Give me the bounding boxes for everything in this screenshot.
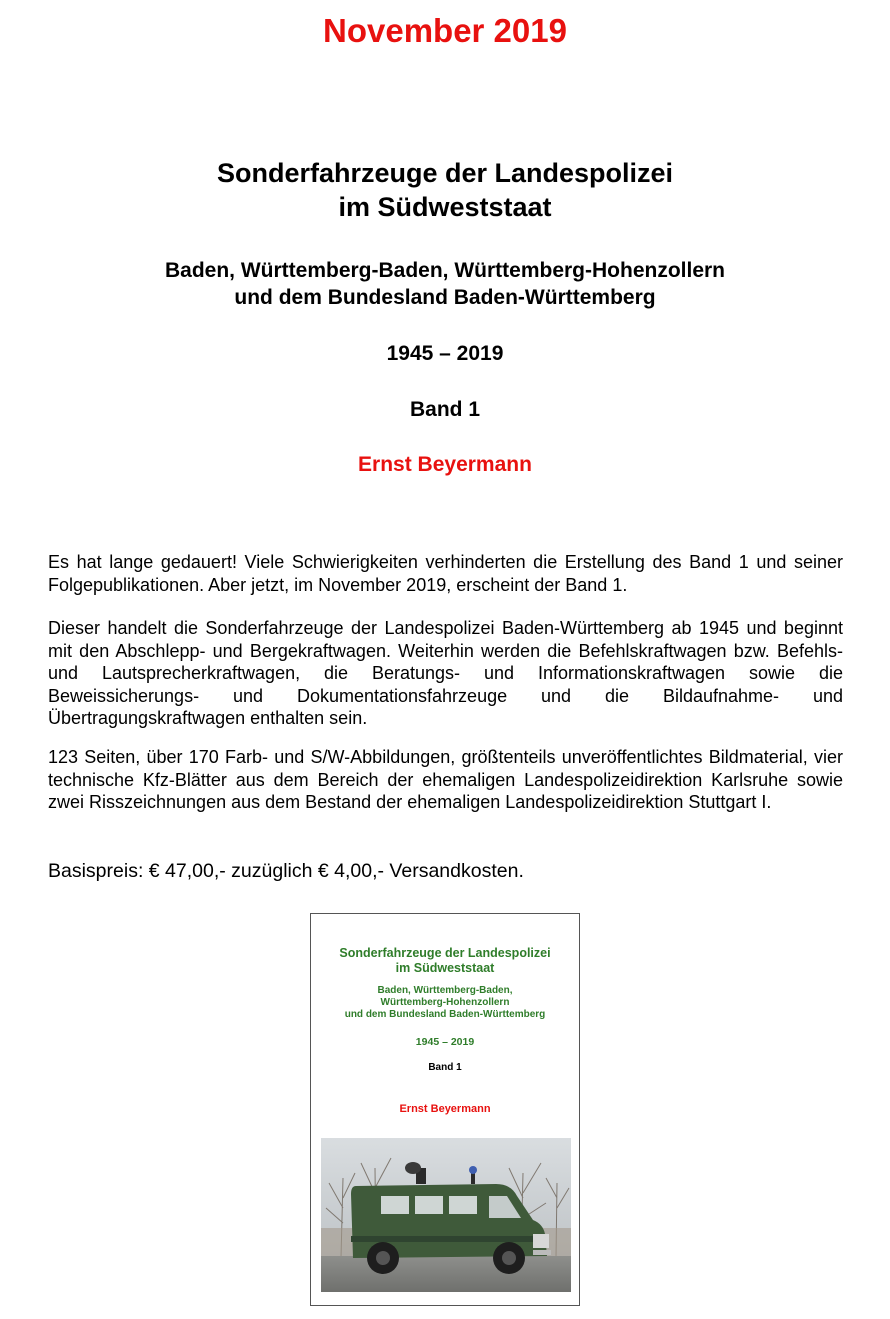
price-text: Basispreis: € 47,00,- zuzüglich € 4,00,- Versandkosten. <box>48 860 524 882</box>
cover-photo <box>321 1138 571 1292</box>
cover-author: Ernst Beyermann <box>399 1103 491 1115</box>
book-volume: Band 1 <box>409 398 480 421</box>
cover-subtitle <box>311 985 579 1021</box>
book-subtitle-line2: und dem Bundesland Baden-Württemberg <box>234 286 656 309</box>
police-van-photo <box>321 1138 571 1292</box>
content-paragraph: Dieser handelt die Sonderfahrzeuge der Landespolizei Baden-Württemberg ab 1945 und beginnt mit den Abschlepp- und Bergekraftwagen. Weiterhin werden die Befehlskraftwagen bzw. Befehls- und Lautsprecherkraftwagen, die Beratungs- und Informationskraftwagen sowie die Beweissicherungs- und Dokumentationsfahrzeuge und die Bildaufnahme- und Übertragungskraftwagen enthalten sein. <box>48 618 843 728</box>
book-subtitle-line1: Baden, Württemberg-Baden, Württemberg-Hohenzollern <box>164 259 726 282</box>
book-years: 1945 – 2019 <box>386 342 504 365</box>
book-title <box>0 156 890 224</box>
cover-subtitle-line1: Baden, Württemberg-Baden, <box>377 985 513 996</box>
cover-title-line2: im Südweststaat <box>395 961 495 975</box>
book-author: Ernst Beyermann <box>358 453 532 476</box>
book-title-line1: Sonderfahrzeuge der Landespolizei <box>216 158 674 188</box>
cover-volume: Band 1 <box>428 1062 462 1073</box>
cover-title <box>311 946 579 976</box>
book-subtitle <box>0 257 890 311</box>
cover-subtitle-line3: und dem Bundesland Baden-Württemberg <box>344 1009 546 1020</box>
page-month-heading: November 2019 <box>323 12 567 49</box>
book-cover-image <box>310 913 580 1306</box>
cover-subtitle-line2: Württemberg-Hohenzollern <box>380 997 510 1008</box>
cover-years: 1945 – 2019 <box>415 1036 475 1048</box>
intro-paragraph: Es hat lange gedauert! Viele Schwierigkeiten verhinderten die Erstellung des Band 1 und seiner Folgepublikationen. Aber jetzt, im November 2019, erscheint der Band 1. <box>48 552 843 595</box>
details-paragraph: 123 Seiten, über 170 Farb- und S/W-Abbildungen, größtenteils unveröffentlichtes Bildmaterial, vier technische Kfz-Blätter aus dem Bereich der ehemaligen Landespolizeidirektion Karlsruhe sowie zwei Risszeichnungen aus dem Bestand der ehemaligen Landespolizeidirektion Stuttgart I. <box>48 747 843 812</box>
cover-title-line1: Sonderfahrzeuge der Landespolizei <box>339 946 551 960</box>
book-title-line2: im Südweststaat <box>338 192 552 222</box>
